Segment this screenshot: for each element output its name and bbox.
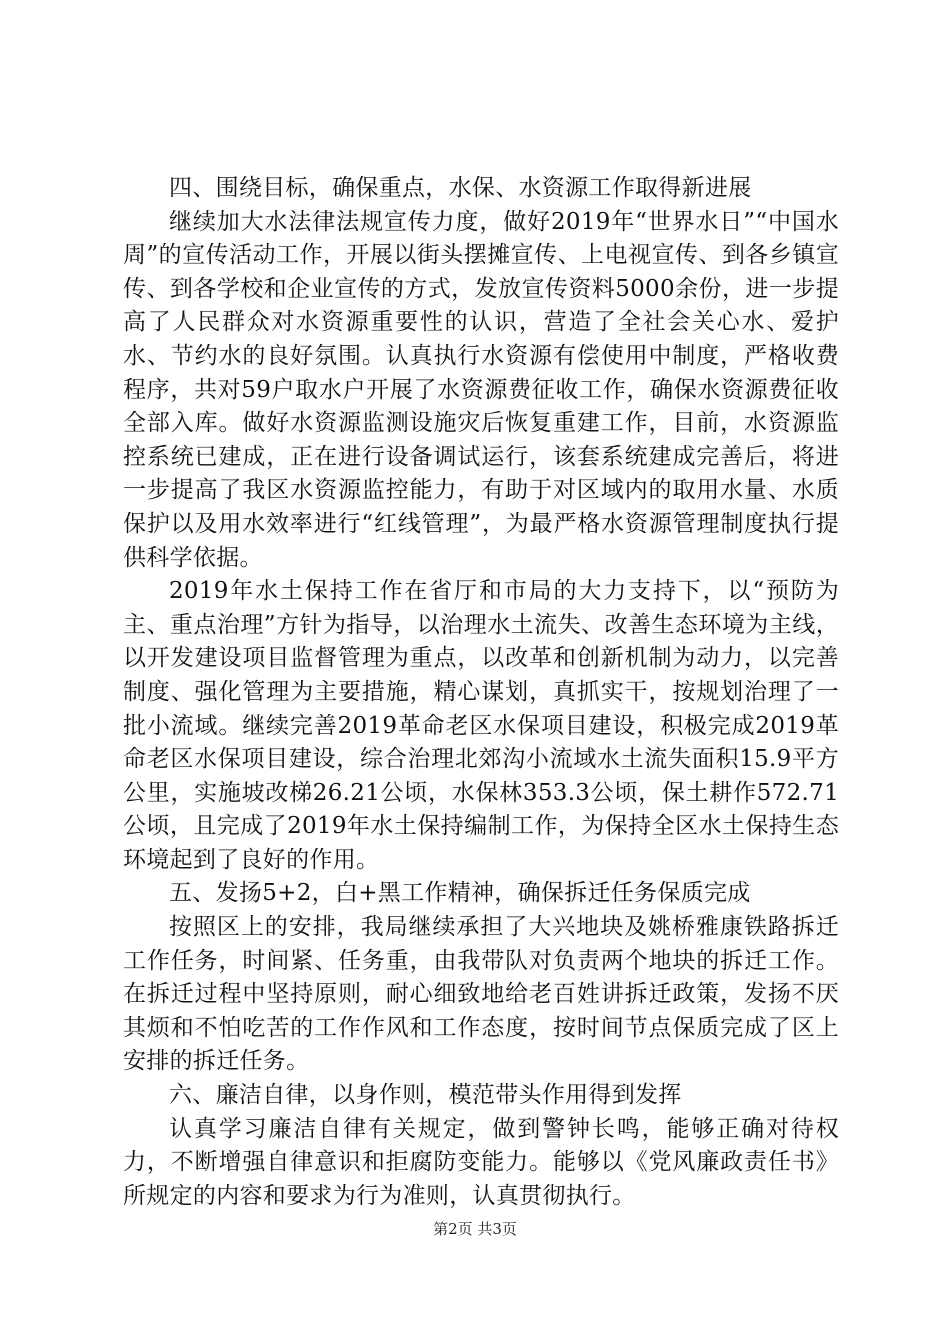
section-heading-4: 四、围绕目标，确保重点，水保、水资源工作取得新进展 <box>169 175 752 201</box>
page-number-footer: 第2页 共3页 <box>433 1220 517 1238</box>
section-heading-6: 六、廉洁自律，以身作则，模范带头作用得到发挥 <box>169 1082 682 1109</box>
document-body <box>123 172 839 1213</box>
paragraph-water-resources: 继续加大水法律法规宣传力度，做好2019年“世界水日”“中国水周”的宣传活动工作，开展以街头摆摊宣传、上电视宣传、到各乡镇宣传、到各学校和企业宣传的方式，发放宣传资料5000余份，进一步提高了人民群众对水资源重要性的认识，营造了全社会关心水、爱护水、节约水的良好氛围。认真执行水资源有偿使用中制度，严格收费程序，共对59户取水户开展了水资源费征收工作，确保水资源费征收全部入库。做好水资源监测设施灾后恢复重建工作，目前，水资源监控系统已建成，正在进行设备调试运行，该套系统建成完善后，将进一步提高了我区水资源监控能力，有助于对区域内的取用水量、水质保护以及用水效率进行“红线管理”，为最严格水资源管理制度执行提供科学依据。 <box>123 208 839 571</box>
section-heading-5: 五、发扬5+2，白+黑工作精神，确保拆迁任务保质完成 <box>169 880 751 907</box>
paragraph-integrity: 认真学习廉洁自律有关规定，做到警钟长鸣，能够正确对待权力，不断增强自律意识和拒腐防变能力。能够以《党风廉政责任书》所规定的内容和要求为行为准则，认真贯彻执行。 <box>123 1115 839 1209</box>
paragraph-demolition: 按照区上的安排，我局继续承担了大兴地块及姚桥雅康铁路拆迁工作任务，时间紧、任务重，由我带队对负责两个地块的拆迁工作。在拆迁过程中坚持原则，耐心细致地给老百姓讲拆迁政策，发扬不厌其烦和不怕吃苦的工作作风和工作态度，按时间节点保质完成了区上安排的拆迁任务。 <box>123 914 839 1075</box>
paragraph-soil-conservation: 2019年水土保持工作在省厅和市局的大力支持下，以“预防为主、重点治理”方针为指导，以治理水土流失、改善生态环境为主线，以开发建设项目监督管理为重点，以改革和创新机制为动力，以完善制度、强化管理为主要措施，精心谋划，真抓实干，按规划治理了一批小流域。继续完善2019革命老区水保项目建设，积极完成2019革命老区水保项目建设，综合治理北郊沟小流域水土流失面积15.9平方公里，实施坡改梯26.21公顷，水保林353.3公顷，保土耕作572.71公顷，且完成了2019年水土保持编制工作，为保持全区水土保持生态环境起到了良好的作用。 <box>123 578 839 873</box>
